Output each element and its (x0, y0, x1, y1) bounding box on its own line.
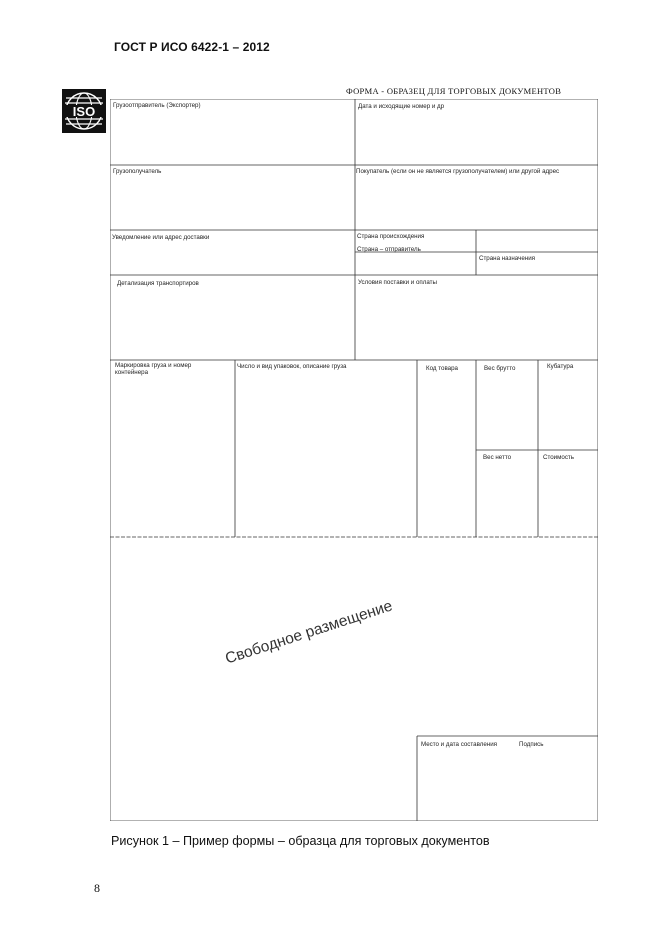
field-label-marks: Маркировка груза и номер контейнера (115, 362, 192, 376)
free-area-label: Свободное размещение (223, 597, 395, 668)
form-grid-lines (110, 99, 598, 821)
field-label-country-dispatch: Страна – отправитель (357, 246, 421, 253)
figure-caption: Рисунок 1 – Пример формы – образца для торговых документов (111, 834, 490, 848)
field-label-value: Стоимость (543, 454, 574, 461)
field-label-country-destination: Страна назначения (479, 255, 535, 262)
field-label-shipper: Грузоотправитель (Экспортер) (113, 102, 201, 109)
field-label-consignee: Грузополучатель (113, 168, 162, 175)
iso-logo-text: ISO (72, 104, 96, 119)
trade-document-form (110, 99, 598, 821)
page-number: 8 (94, 881, 100, 895)
field-label-buyer: Покупатель (если он не является грузополучателем) или другой адрес (356, 168, 560, 175)
field-label-volume: Кубатура (547, 363, 574, 370)
field-label-net-weight: Вес нетто (483, 454, 512, 461)
form-title: ФОРМА - ОБРАЗЕЦ ДЛЯ ТОРГОВЫХ ДОКУМЕНТОВ (346, 86, 562, 96)
field-label-date-ref: Дата и исходящие номер и др (358, 103, 445, 110)
field-label-country-origin: Страна происхождения (357, 233, 425, 240)
field-label-packages: Число и вид упаковок, описание груза (237, 363, 347, 370)
field-label-delivery-terms: Условия поставки и оплаты (358, 279, 437, 286)
field-label-transport: Детализация транспортиров (117, 280, 199, 287)
document-header: ГОСТ Р ИСО 6422-1 – 2012 (114, 40, 270, 54)
iso-logo (62, 89, 106, 133)
field-label-notify: Уведомление или адрес доставки (112, 234, 210, 241)
field-label-gross-weight: Вес брутто (484, 365, 516, 372)
field-label-place-date: Место и дата составления (421, 741, 498, 748)
field-label-signature: Подпись (519, 741, 544, 748)
field-label-commodity-code: Код товара (426, 365, 458, 372)
